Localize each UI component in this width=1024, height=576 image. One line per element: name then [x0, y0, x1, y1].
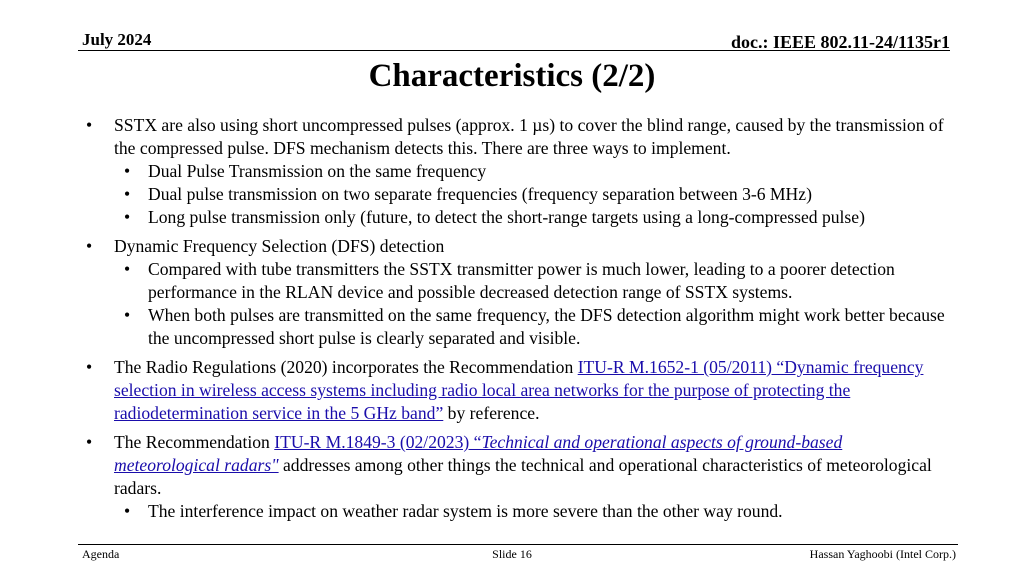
- bullet-text-prefix: The Recommendation: [114, 432, 275, 452]
- bullet-marker: •: [86, 432, 93, 452]
- bullet-itu-r-m1849: [86, 431, 946, 523]
- bullet-marker: •: [86, 357, 93, 377]
- footer-author: Hassan Yaghoobi (Intel Corp.): [809, 547, 956, 561]
- bullet-radio-regulations: [86, 356, 946, 425]
- sub-bullet: [124, 183, 946, 206]
- sub-bullet-text: Long pulse transmission only (future, to detect the short-range targets using a long-compressed pulse): [148, 207, 865, 227]
- bullet-dfs-detection: [86, 235, 946, 350]
- header-doc-id: doc.: IEEE 802.11-24/1135r1: [730, 32, 950, 52]
- bullet-marker: •: [124, 259, 131, 279]
- bullet-marker: •: [124, 161, 131, 181]
- sub-bullet: [124, 258, 946, 304]
- bullet-text-suffix: addresses among other things the technical and operational characteristics of meteorological radars.: [114, 455, 932, 498]
- bullet-marker: •: [124, 501, 131, 521]
- bullet-text: [114, 356, 946, 425]
- bullet-sstx-short-pulses: [86, 114, 946, 229]
- bullet-marker: •: [86, 236, 93, 256]
- sub-bullet-text: Dual Pulse Transmission on the same frequency: [148, 161, 487, 181]
- sub-bullet: [124, 206, 946, 229]
- slide-body: [86, 114, 946, 523]
- bullet-marker: •: [86, 115, 93, 135]
- footer-slide-number: Slide 16: [492, 547, 532, 561]
- bullet-text-prefix: The Radio Regulations (2020) incorporates the Recommendation: [114, 357, 578, 377]
- sub-bullet-text: Dual pulse transmission on two separate frequencies (frequency separation between 3-6 MHz): [148, 184, 812, 204]
- footer-divider: [78, 544, 958, 545]
- bullet-marker: •: [124, 184, 131, 204]
- bullet-text: SSTX are also using short uncompressed pulses (approx. 1 µs) to cover the blind range, caused by the transmission of the compressed pulse. DFS mechanism detects this. There are three ways to implement.: [114, 115, 944, 158]
- itu-r-m1652-link[interactable]: ITU-R M.1652-1 (05/2011) “Dynamic frequency selection in wireless access systems including radio local area networks for the purpose of protecting the radiodetermination service in the 5 GHz band”: [114, 357, 924, 423]
- header-divider: [78, 50, 950, 51]
- bullet-text: [114, 431, 946, 500]
- sub-bullet: [124, 500, 946, 523]
- link-text-title: Technical and operational aspects of ground-based meteorological radars": [114, 432, 843, 475]
- bullet-text: Dynamic Frequency Selection (DFS) detection: [114, 236, 445, 256]
- sub-bullet-text: Compared with tube transmitters the SSTX transmitter power is much lower, leading to a poorer detection performance in the RLAN device and possible decreased detection range of SSTX systems.: [148, 259, 895, 302]
- bullet-marker: •: [124, 207, 131, 227]
- sub-bullet-text: When both pulses are transmitted on the same frequency, the DFS detection algorithm might work better because the uncompressed short pulse is clearly separated and visible.: [148, 305, 945, 348]
- footer-agenda: Agenda: [82, 547, 120, 561]
- sub-bullet: [124, 160, 946, 183]
- link-text-code: ITU-R M.1849-3 (02/2023) “: [274, 432, 482, 452]
- sub-bullet-text: The interference impact on weather radar system is more severe than the other way round.: [148, 501, 783, 521]
- sub-bullet: [124, 304, 946, 350]
- bullet-marker: •: [124, 305, 131, 325]
- header-date: July 2024: [82, 30, 152, 49]
- slide-title: Characteristics (2/2): [368, 58, 656, 94]
- bullet-text-suffix: by reference.: [443, 403, 540, 423]
